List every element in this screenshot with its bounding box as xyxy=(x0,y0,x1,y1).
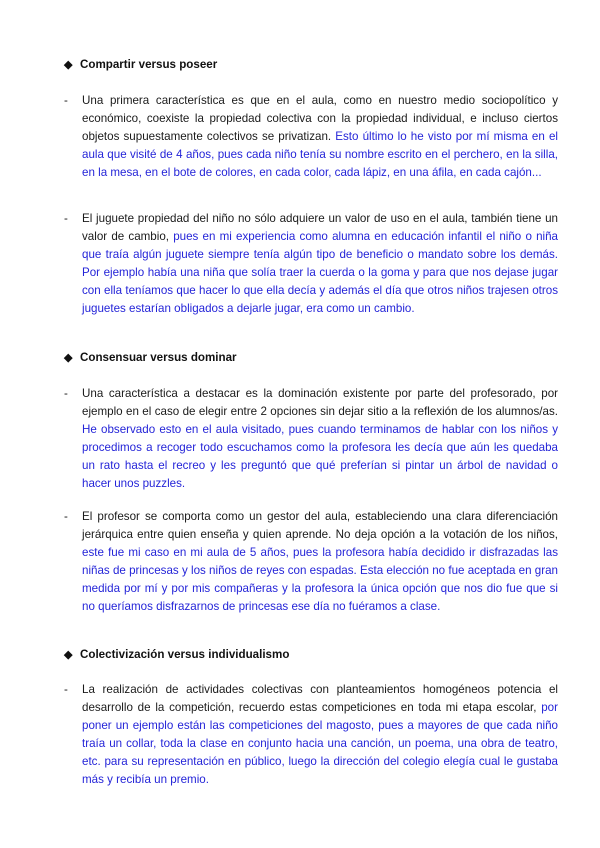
list-item xyxy=(64,385,558,493)
dash-marker: - xyxy=(64,683,68,696)
paragraph: Una característica a destacar es la dominación existente por parte del profesorado, por ejemplo en el caso de elegir entre 2 opciones sin dejar sitio a la reflexión de los alumnos/as. He observado esto en el aula visitado, pues cuando terminamos de hablar con los niños y procedimos a recoger todo escuchamos como la profesora les decía que aún les quedaba un rato hasta el recreo y les preguntó que qué preferían si pintar un árbol de navidad o hacer unos puzzles. xyxy=(82,387,558,490)
section-heading: ◆ Colectivización versus individualismo xyxy=(64,648,290,661)
dash-marker: - xyxy=(64,212,68,225)
section-heading: ◆ Compartir versus poseer xyxy=(64,58,218,71)
section-heading: ◆ Consensuar versus dominar xyxy=(64,351,237,364)
dash-marker: - xyxy=(64,387,68,400)
paragraph: El profesor se comporta como un gestor del aula, estableciendo una clara diferenciación jerárquica entre quien enseña y quien aprende. No deja opción a la votación de los niños, este fue mi caso en mi aula de 5 años, pues la profesora había decidido ir disfrazadas las niñas de princesas y los niños de reyes con espadas. Esta elección no fue aceptada en gran medida por mí y por mis compañeras y la profesora la única opción que nos dio fue que si no queríamos disfrazarnos de princesas ese día no fuéramos a clase. xyxy=(82,510,558,613)
paragraph: Una primera característica es que en el aula, como en nuestro medio sociopolítico y económico, coexiste la propiedad colectiva con la propiedad individual, e incluso ciertos objetos supuestamente colectivos se privatizan. Esto último lo he visto por mí misma en el aula que visité de 4 años, pues cada niño tenía su nombre escrito en el perchero, en la silla, en la mesa, en el bote de colores, en cada color, cada lápiz, en una áfila, en cada cajón... xyxy=(82,94,558,179)
paragraph: El juguete propiedad del niño no sólo adquiere un valor de uso en el aula, también tiene un valor de cambio, pues en mi experiencia como alumna en educación infantil el niño o niña que traía algún juguete siempre tenía algún tipo de beneficio o mandato sobre los demás. Por ejemplo había una niña que solía traer la cuerda o la goma y para que nos dejase jugar con ella teníamos que hacer lo que ella decía y además el día que otros niños trajesen otros juguetes estarían obligados a dejarle jugar, era como un cambio. xyxy=(82,212,558,315)
diamond-bullet-icon: ◆ xyxy=(64,352,73,364)
paragraph: La realización de actividades colectivas con planteamientos homogéneos potencia el desarrollo de la competición, recuerdo estas competiciones en toda mi etapa escolar, por poner un ejemplo están las competiciones del magosto, pues a mayores de que cada niño traía un collar, toda la clase en conjunto hacia una canción, un poema, una obra de teatro, etc. para su representación en público, luego la dirección del colegio elegía cual le gustaba más y recibía un premio. xyxy=(82,683,558,786)
list-item xyxy=(64,210,558,318)
dash-marker: - xyxy=(64,94,68,107)
dash-marker: - xyxy=(64,510,68,523)
diamond-bullet-icon: ◆ xyxy=(64,649,73,661)
list-item xyxy=(64,508,558,616)
diamond-bullet-icon: ◆ xyxy=(64,59,73,71)
list-item xyxy=(64,681,558,789)
list-item xyxy=(64,92,558,182)
